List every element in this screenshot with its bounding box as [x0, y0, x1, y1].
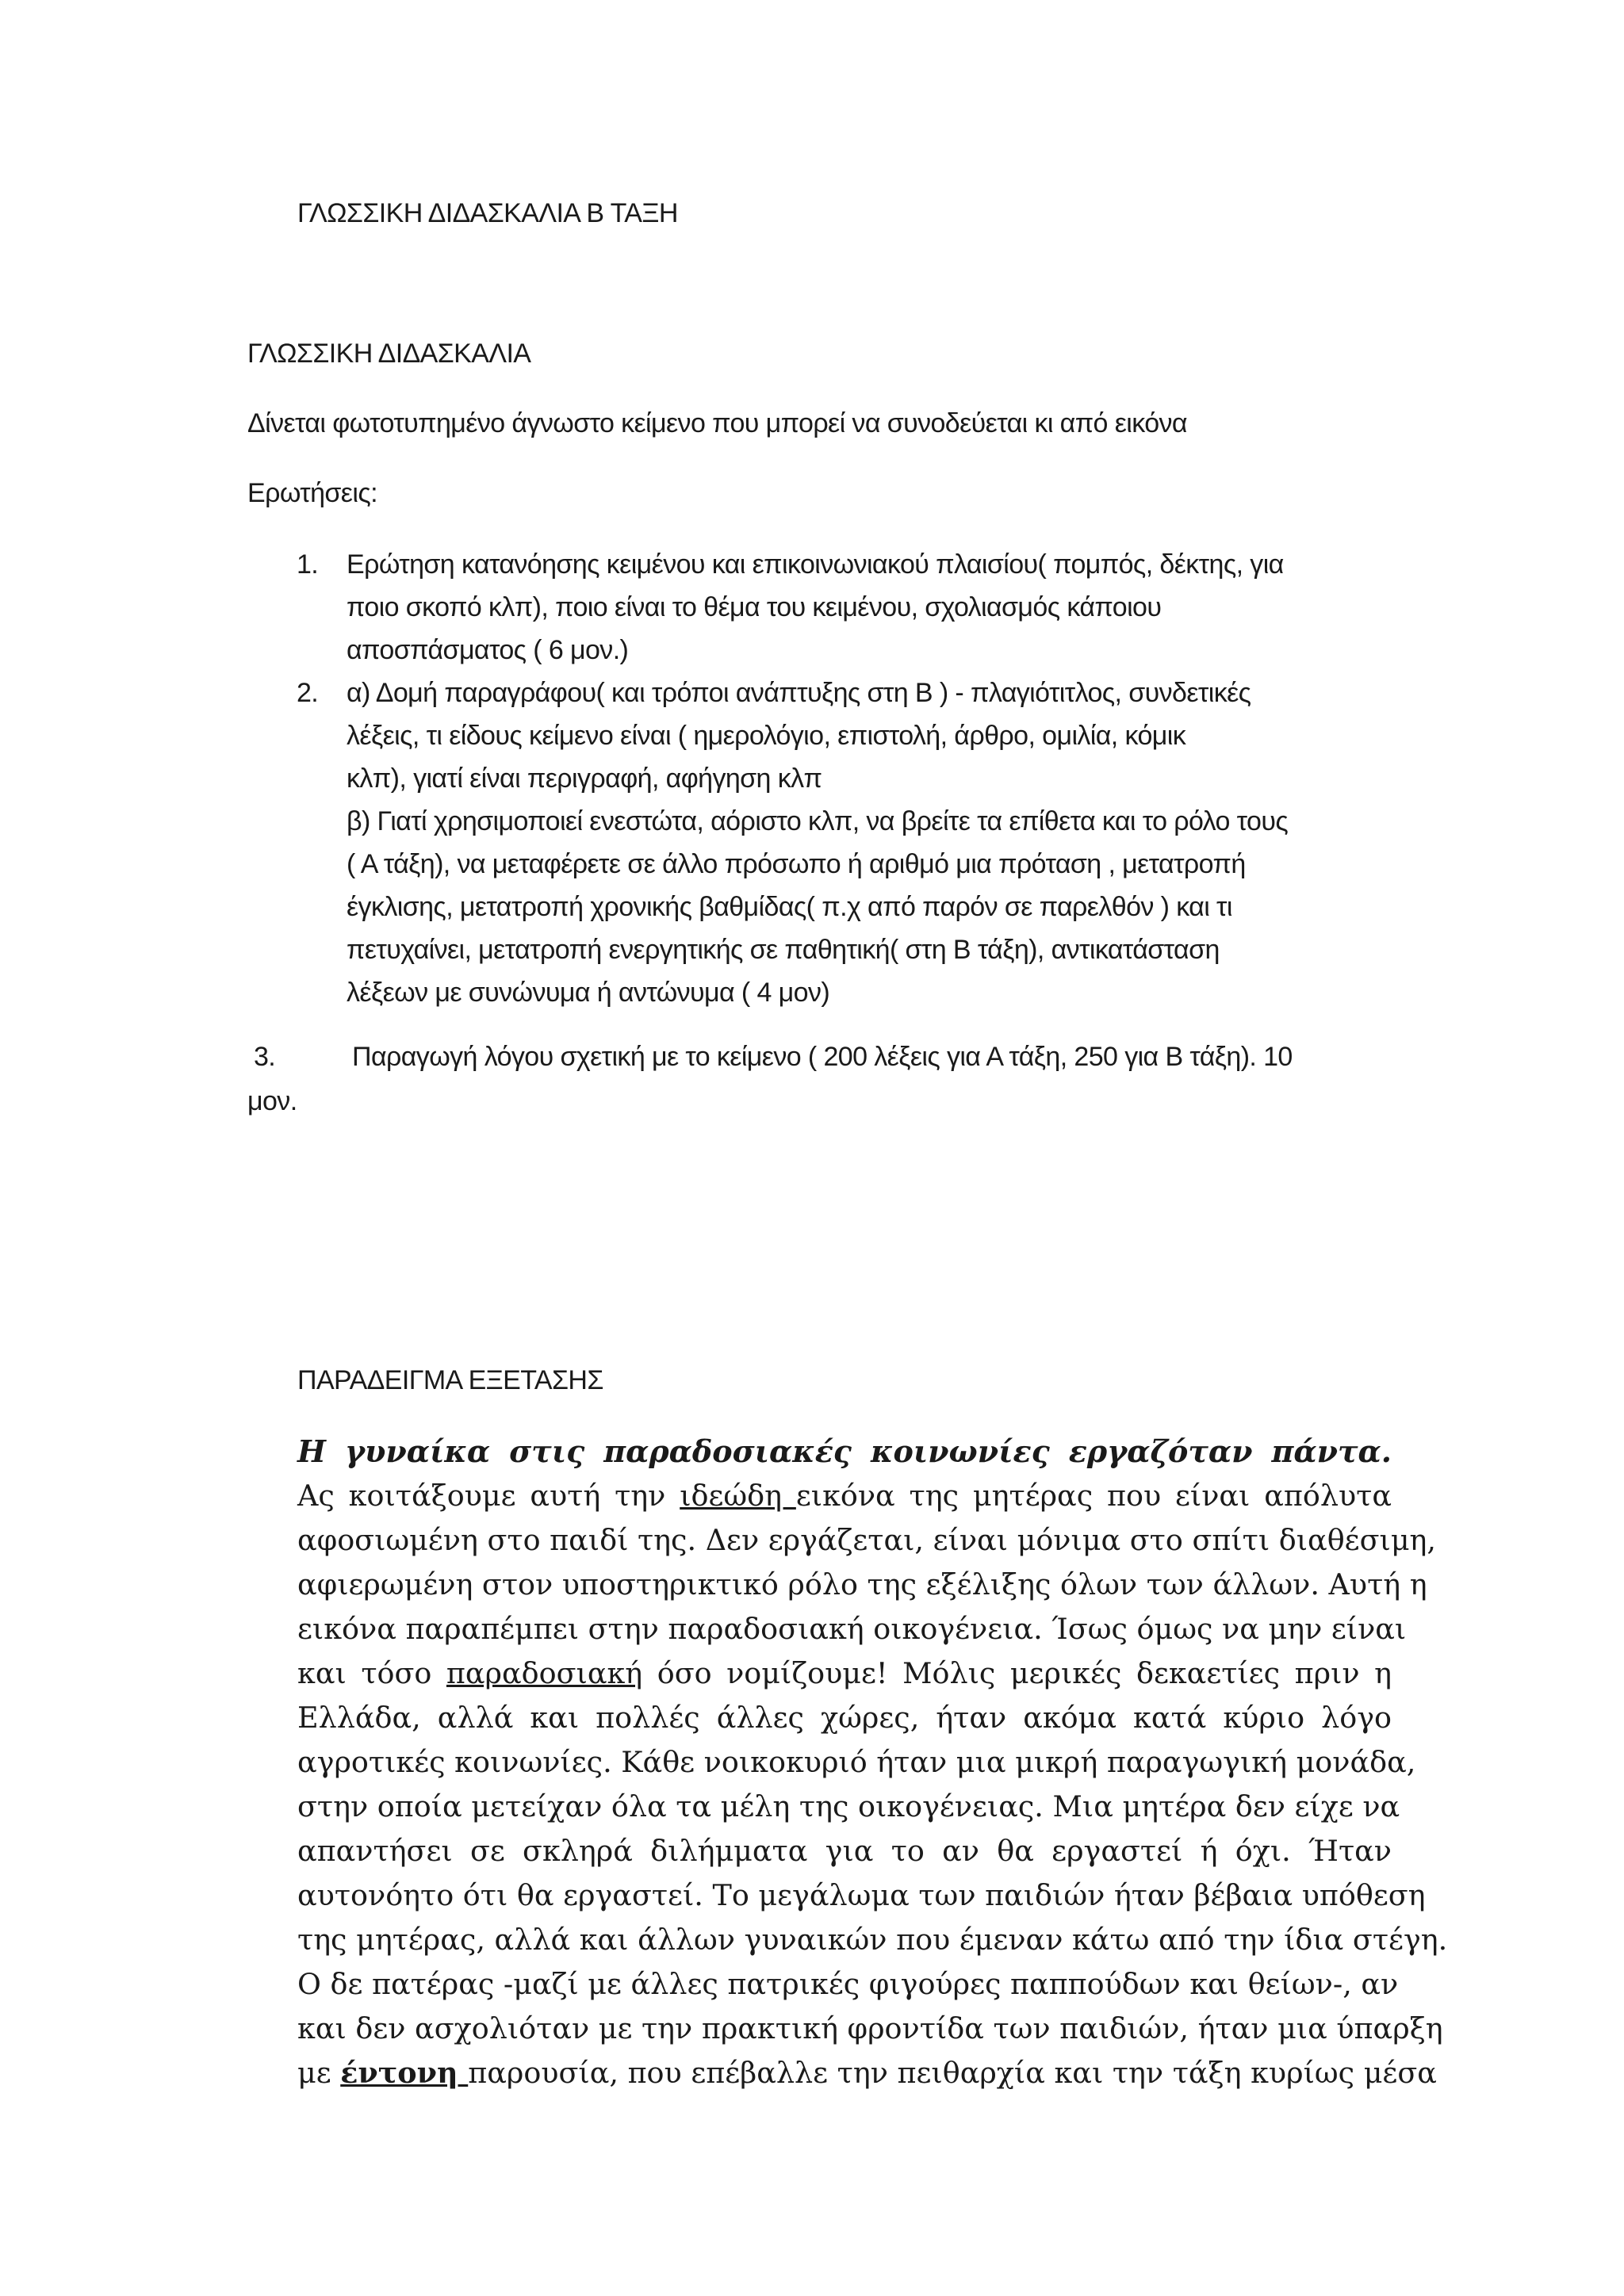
body-line: στην οποία μετείχαν όλα τα μέλη της οικογένειας. Μια μητέρα δεν είχε να — [297, 1789, 1400, 1823]
body-line: αφιερωμένη στον υποστηρικτικό ρόλο της εξέλιξης όλων των άλλων. Αυτή η — [297, 1567, 1427, 1601]
question-number: 2. — [297, 678, 319, 708]
exam-text-body — [297, 1429, 1448, 2095]
body-line: αγροτικές κοινωνίες. Κάθε νοικοκυριό ήταν μια μικρή παραγωγική μονάδα, — [297, 1745, 1416, 1779]
question-line: πετυχαίνει, μετατροπή ενεργητικής σε παθητική( στη Β τάξη), αντικατάσταση — [347, 935, 1220, 965]
text-run: Ας κοιτάξουμε αυτή την — [297, 1479, 680, 1513]
exam-heading: Η γυναίκα στις παραδοσιακές κοινωνίες εργαζόταν πάντα. — [297, 1433, 1392, 1469]
question-line: αποσπάσματος ( 6 μον.) — [347, 635, 629, 665]
body-line — [297, 1651, 1392, 1696]
question-line: μον. — [247, 1086, 297, 1116]
question-line: λέξεις, τι είδους κείμενο είναι ( ημερολόγιο, επιστολή, άρθρο, ομιλία, κόμικ — [347, 721, 1186, 751]
section-title: ΓΛΩΣΣΙΚΗ ΔΙΔΑΣΚΑΛΙΑ — [247, 339, 531, 369]
question-line: Ερώτηση κατανόησης κειμένου και επικοινωνιακού πλαισίου( πομπός, δέκτης, για — [347, 549, 1284, 580]
question-number: 1. — [297, 549, 319, 580]
question-line: Παραγωγή λόγου σχετική με το κείμενο ( 200 λέξεις για Α τάξη, 250 για Β τάξη). 10 — [352, 1042, 1293, 1072]
text-run: εικόνα της μητέρας που είναι απόλυτα — [795, 1479, 1392, 1513]
question-number: 3. — [254, 1042, 276, 1072]
question-line: ( Α τάξη), να μεταφέρετε σε άλλο πρόσωπο ή αριθμό μια πρόταση , μετατροπή — [347, 849, 1246, 879]
underlined-word: παραδοσιακή — [446, 1656, 643, 1690]
body-line: Ελλάδα, αλλά και πολλές άλλες χώρες, ήταν ακόμα κατά κύριο λόγο — [297, 1701, 1392, 1735]
question-line: ποιο σκοπό κλπ), ποιο είναι το θέμα του κειμένου, σχολιασμός κάποιου — [347, 592, 1162, 622]
questions-list — [247, 543, 1405, 1014]
body-line: της μητέρας, αλλά και άλλων γυναικών που έμεναν κάτω από την ίδια στέγη. — [297, 1923, 1448, 1957]
question-item-1 — [247, 543, 1405, 672]
question-line: έγκλισης, μετατροπή χρονικής βαθμίδας( π.χ από παρόν σε παρελθόν ) και τι — [347, 892, 1232, 922]
text-run: όσο νομίζουμε! Μόλις μερικές δεκαετίες πριν η — [642, 1656, 1392, 1690]
section-intro: Δίνεται φωτοτυπημένο άγνωστο κείμενο που μπορεί να συνοδεύεται κι από εικόνα — [247, 408, 1187, 438]
question-line: β) Γιατί χρησιμοποιεί ενεστώτα, αόριστο κλπ, να βρείτε τα επίθετα και το ρόλο τους — [347, 806, 1289, 836]
question-line: λέξεων με συνώνυμα ή αντώνυμα ( 4 μον) — [347, 978, 830, 1008]
body-line: εικόνα παραπέμπει στην παραδοσιακή οικογένεια. Ίσως όμως να μην είναι — [297, 1612, 1407, 1646]
document-title: ΓΛΩΣΣΙΚΗ ΔΙΔΑΣΚΑΛΙΑ Β ΤΑΞΗ — [297, 198, 678, 228]
body-line — [297, 1474, 1392, 1518]
body-line — [297, 2051, 1437, 2095]
body-line: αυτονόητο ότι θα εργαστεί. Το μεγάλωμα των παιδιών ήταν βέβαια υπόθεση — [297, 1878, 1426, 1912]
body-line: αφοσιωμένη στο παιδί της. Δεν εργάζεται, είναι μόνιμα στο σπίτι διαθέσιμη, — [297, 1523, 1437, 1557]
body-line: και δεν ασχολιόταν με την πρακτική φροντίδα των παιδιών, ήταν μια ύπαρξη — [297, 2011, 1443, 2045]
underlined-word: ιδεώδη — [680, 1479, 796, 1513]
questions-label: Ερωτήσεις: — [247, 478, 377, 508]
bold-underlined-word: έντονη — [340, 2056, 469, 2090]
text-run: και τόσο — [297, 1656, 446, 1690]
question-line: κλπ), γιατί είναι περιγραφή, αφήγηση κλπ — [347, 763, 822, 794]
question-item-2 — [247, 672, 1405, 1014]
question-line: α) Δομή παραγράφου( και τρόποι ανάπτυξης στη Β ) - πλαγιότιτλος, συνδετικές — [347, 678, 1251, 708]
text-run: με — [297, 2056, 341, 2090]
body-line: απαντήσει σε σκληρά διλήμματα για το αν θα εργαστεί ή όχι. Ήταν — [297, 1834, 1392, 1868]
body-line: Ο δε πατέρας -μαζί με άλλες πατρικές φιγούρες παππούδων και θείων-, αν — [297, 1967, 1399, 2001]
question-item-3 — [247, 1035, 1405, 1123]
text-run: παρουσία, που επέβαλλε την πειθαρχία και την τάξη κυρίως μέσα — [468, 2056, 1437, 2090]
exam-example-title: ΠΑΡΑΔΕΙΓΜΑ ΕΞΕΤΑΣΗΣ — [297, 1365, 603, 1395]
